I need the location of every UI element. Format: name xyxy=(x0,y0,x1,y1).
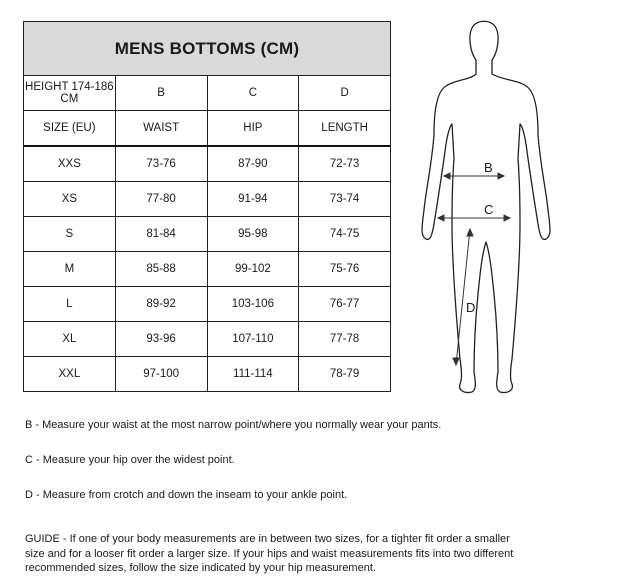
header-row xyxy=(24,111,391,147)
guide-line: size and for a looser fit order a larger size. If your hips and waist measurements fits into two different xyxy=(25,547,514,560)
size-cell: S xyxy=(24,217,116,252)
header-length: LENGTH xyxy=(299,111,391,147)
waist-cell: 73-76 xyxy=(115,146,207,182)
header-hip: HIP xyxy=(207,111,299,147)
waist-cell: 93-96 xyxy=(115,322,207,357)
table-row xyxy=(24,146,391,182)
size-cell: XL xyxy=(24,322,116,357)
hip-cell: 99-102 xyxy=(207,252,299,287)
fit-guide xyxy=(25,532,535,576)
length-cell: 74-75 xyxy=(299,217,391,252)
inseam-arrow-top-icon xyxy=(467,229,473,236)
waist-cell: 97-100 xyxy=(115,357,207,392)
note-length: D - Measure from crotch and down the inseam to your ankle point. xyxy=(25,489,348,501)
size-cell: L xyxy=(24,287,116,322)
column-letter-b: B xyxy=(115,76,207,111)
column-letter-d: D xyxy=(299,76,391,111)
label-d: D xyxy=(466,300,476,315)
hip-cell: 111-114 xyxy=(207,357,299,392)
guide-line: GUIDE - If one of your body measurements are in between two sizes, for a tighter fit order a smaller xyxy=(25,533,510,545)
table-row xyxy=(24,252,391,287)
hip-cell: 107-110 xyxy=(207,322,299,357)
waist-cell: 85-88 xyxy=(115,252,207,287)
header-waist: WAIST xyxy=(115,111,207,147)
waist-cell: 81-84 xyxy=(115,217,207,252)
label-b: B xyxy=(484,160,493,175)
table-row xyxy=(24,357,391,392)
note-waist: B - Measure your waist at the most narrow point/where you normally wear your pants. xyxy=(25,419,442,431)
table-row xyxy=(24,182,391,217)
size-chart-table xyxy=(23,21,391,392)
height-label: HEIGHT 174-186 CM xyxy=(24,76,116,111)
note-hip: C - Measure your hip over the widest point. xyxy=(25,454,235,466)
waist-arrow-right-icon xyxy=(498,173,504,179)
length-cell: 75-76 xyxy=(299,252,391,287)
label-c: C xyxy=(484,202,494,217)
table-row xyxy=(24,287,391,322)
length-cell: 77-78 xyxy=(299,322,391,357)
length-cell: 73-74 xyxy=(299,182,391,217)
table-title-row xyxy=(24,22,391,76)
hip-arrow-left-icon xyxy=(438,215,444,221)
inseam-arrow-bottom-icon xyxy=(453,358,459,365)
size-cell: M xyxy=(24,252,116,287)
table-row xyxy=(24,217,391,252)
length-cell: 78-79 xyxy=(299,357,391,392)
size-cell: XXS xyxy=(24,146,116,182)
waist-arrow-left-icon xyxy=(444,173,450,179)
guide-line: recommended sizes, follow the size indicated by your hip measurement. xyxy=(25,562,376,574)
table-title: MENS BOTTOMS (CM) xyxy=(24,22,391,76)
table-row xyxy=(24,322,391,357)
length-cell: 72-73 xyxy=(299,146,391,182)
hip-cell: 95-98 xyxy=(207,217,299,252)
hip-cell: 103-106 xyxy=(207,287,299,322)
header-size: SIZE (EU) xyxy=(24,111,116,147)
inseam-measure-line xyxy=(456,229,470,365)
hip-cell: 87-90 xyxy=(207,146,299,182)
waist-cell: 89-92 xyxy=(115,287,207,322)
length-cell: 76-77 xyxy=(299,287,391,322)
size-cell: XXL xyxy=(24,357,116,392)
hip-arrow-right-icon xyxy=(504,215,510,221)
column-letter-c: C xyxy=(207,76,299,111)
waist-cell: 77-80 xyxy=(115,182,207,217)
hip-cell: 91-94 xyxy=(207,182,299,217)
size-cell: XS xyxy=(24,182,116,217)
body-measurement-figure xyxy=(398,14,612,400)
height-row xyxy=(24,76,391,111)
